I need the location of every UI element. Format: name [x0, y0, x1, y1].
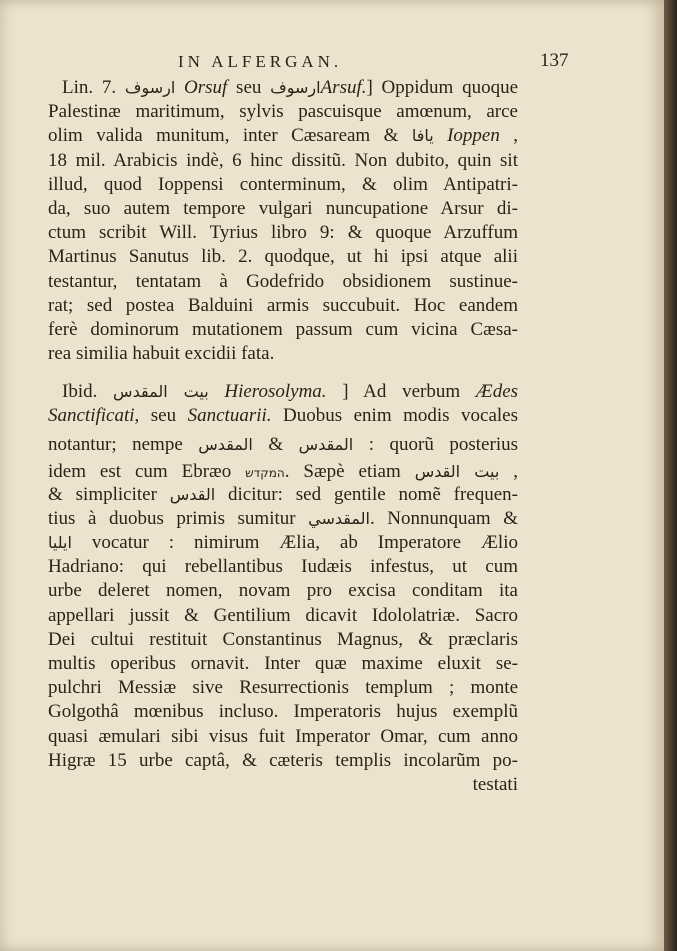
paragraph-2-line-5: & simpliciter القدس dicitur: sed gentile nomẽ frequen- [48, 483, 518, 505]
paragraph-1-line-1: Lin. 7. ارسوف Orsuf seu ارسوفArsuf.] Oppidum quoque [62, 77, 519, 98]
paragraph-2-line-4: idem est cum Ebræo המקדש. Sæpè etiam بيت القدس , [48, 460, 519, 482]
paragraph-2-line-11: Dei cultui restituit Constantinus Magnus, & præclaris [48, 628, 518, 650]
paragraph-1-line-11: ferè dominorum mutationem passum cum vicina Cæsa- [48, 318, 518, 340]
paragraph-2-line-14: Golgothâ mœnibus incluso. Imperatoris hujus exemplũ [48, 701, 518, 723]
paragraph-2-line-16: Higræ 15 urbe captâ, & cæteris templis incolarũm po- [48, 749, 518, 771]
paragraph-2-line-10: appellari jussit & Gentilium dicavit Idololatriæ. Sacro [48, 604, 518, 626]
paragraph-2-line-6: tius à duobus primis sumitur المقدسي. Nonnunquam & [48, 507, 518, 529]
paragraph-1-line-9: testantur, tentatam à Godefrido obsidionem sustinue- [48, 270, 518, 292]
paragraph-2-line-13: pulchri Messiæ sive Resurrectionis templum ; monte [48, 677, 518, 699]
paragraph-2-line-15: quasi æmulari sibi visus fuit Imperator Omar, cum anno [48, 725, 518, 747]
paragraph-2-line-12: multis operibus ornavit. Inter quæ maxime eluxit se- [48, 652, 518, 674]
paragraph-1-line-8: Martinus Sanutus lib. 2. quodque, ut hi ipsi atque alii [48, 246, 518, 268]
paragraph-2-line-3: notantur; nempe المقدس & المقدس : quorũ posterius [48, 433, 518, 455]
paragraph-2-line-9: urbe deleret nomen, novam pro excisa conditam ita [48, 580, 518, 602]
running-head: IN ALFERGAN. [178, 52, 343, 71]
paragraph-1-line-10: rat; sed postea Balduini armis succubuit. Hoc eandem [48, 294, 518, 316]
paragraph-2-line-8: Hadriano: qui rebellantibus Iudæis infestus, ut cum [48, 556, 518, 578]
text-block [48, 76, 518, 797]
book-edge [664, 0, 677, 951]
paragraph-1-line-6: da, suo autem tempore vulgari nuncupatione Arsur di- [48, 197, 518, 219]
paragraph-2-line-1: Ibid. بيت المقدس Hierosolyma. ] Ad verbum Ædes [62, 381, 519, 403]
catchword: testati [472, 773, 518, 795]
paragraph-2-line-7: ايليا vocatur : nimirum Ælia, ab Imperatore Ælio [48, 532, 518, 553]
paragraph-1-line-5: illud, quod Ioppensi conterminum, & olim Antipatri- [48, 173, 518, 195]
page-number: 137 [540, 50, 569, 71]
paragraph-1-line-7: ctum scribit Will. Tyrius libro 9: & quoque Arzuffum [48, 222, 518, 244]
paragraph-1-line-2: Palestinæ maritimum, sylvis pascuisque amœnum, arce [48, 101, 518, 123]
paragraph-1-line-3: olim valida munitum, inter Cæsaream & يافا Ioppen , [48, 125, 518, 147]
paragraph-1-line-12: rea similia habuit excidii fata. [48, 343, 275, 365]
paragraph-gap [48, 366, 518, 380]
paragraph-2-line-2: Sanctificati, seu Sanctuarii. Duobus enim modis vocales [48, 405, 519, 427]
paragraph-1-line-4: 18 mil. Arabicis indè, 6 hinc dissitũ. Non dubito, quin sit [48, 149, 518, 171]
